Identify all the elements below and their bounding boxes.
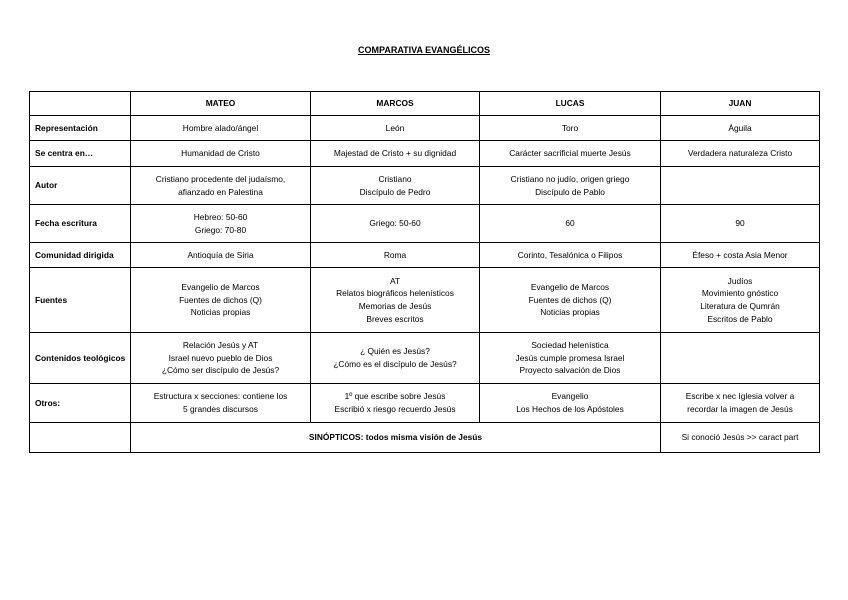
cell-line: AT (389, 275, 401, 286)
cell-line: Fuentes de dichos (Q) (528, 294, 612, 305)
cell-line: Estructura x secciones: contiene los (153, 391, 288, 402)
cell-line: León (385, 122, 405, 133)
cell-line: Águila (728, 122, 752, 133)
header-empty-cell (30, 92, 131, 116)
header-lucas: LUCAS (480, 92, 661, 116)
cell-line: Fuentes de dichos (Q) (179, 294, 262, 305)
row-label-comunidad-dirigida: Comunidad dirigida (30, 243, 131, 268)
cell-autor-lucas (480, 167, 661, 205)
cell-line: ¿Cómo es el discípulo de Jesús? (333, 359, 457, 369)
cell-line: 90 (735, 218, 745, 229)
cell-comunidad-dirigida-marcos (311, 243, 480, 268)
row-label-se-centra-en: Se centra en… (30, 141, 131, 167)
table-row-contenidos-teologicos (30, 333, 820, 384)
row-label-autor: Autor (30, 167, 131, 205)
cell-line: Cristiano procedente del judaísmo, (155, 173, 286, 184)
cell-line: Escritos de Pablo (707, 313, 773, 324)
header-marcos: MARCOS (311, 92, 480, 116)
cell-autor-mateo (131, 167, 311, 205)
cell-otros-mateo (131, 384, 311, 423)
cell-line: Cristiano no judío, origen griego (510, 173, 630, 184)
cell-line: Hombre alado/ángel (182, 122, 259, 133)
table-row-comunidad-dirigida (30, 243, 820, 268)
header-mateo: MATEO (131, 92, 311, 116)
row-label-fuentes: Fuentes (30, 268, 131, 333)
cell-line: Movimiento gnóstico (701, 288, 779, 299)
cell-line: Noticias propias (190, 307, 251, 318)
table-row-fecha-escritura (30, 205, 820, 243)
cell-fecha-escritura-juan (661, 205, 820, 243)
cell-autor-marcos (311, 167, 480, 205)
cell-otros-juan (661, 384, 820, 423)
cell-line: Evangelio de Marcos (181, 282, 260, 293)
cell-line: Discípulo de Pablo (535, 186, 605, 197)
cell-representacion-marcos (311, 116, 480, 141)
cell-fuentes-marcos (311, 268, 480, 333)
cell-line: Antioquía de Siria (187, 249, 254, 260)
cell-line: Roma (383, 249, 407, 260)
table-row-representacion (30, 116, 820, 141)
cell-representacion-lucas (480, 116, 661, 141)
header-juan: JUAN (661, 92, 820, 116)
table-row-otros (30, 384, 820, 423)
cell-line: 60 (565, 218, 575, 229)
cell-autor-juan (661, 167, 820, 205)
cell-representacion-juan (661, 116, 820, 141)
cell-line: Relación Jesús y AT (182, 340, 259, 351)
cell-line: Memorias de Jesús (358, 301, 432, 311)
footer-empty-cell (30, 423, 131, 453)
cell-line: Griego: 50-60 (369, 218, 421, 229)
cell-contenidos-teologicos-mateo (131, 333, 311, 384)
cell-line: Hebreo: 50-60 (193, 211, 248, 222)
cell-line: ¿Cómo ser discípulo de Jesús? (161, 365, 280, 376)
cell-otros-lucas (480, 384, 661, 423)
cell-line: afianzado en Palestina (178, 186, 263, 197)
cell-line: Escribió x riesgo recuerdo Jesús (334, 404, 456, 414)
row-label-contenidos-teologicos: Contenidos teológicos (30, 333, 131, 384)
cell-line: Toro (561, 122, 579, 133)
cell-line: Jesús cumple promesa Israel (515, 352, 625, 363)
cell-comunidad-dirigida-juan (661, 243, 820, 268)
cell-line: Israel nuevo pueblo de Dios (168, 352, 273, 363)
cell-fecha-escritura-mateo (131, 205, 311, 243)
cell-line: Evangelio de Marcos (530, 282, 610, 293)
table-row-autor (30, 167, 820, 205)
cell-line: Éfeso + costa Asia Menor (692, 249, 788, 260)
cell-representacion-mateo (131, 116, 311, 141)
comparison-table (29, 91, 820, 453)
cell-fecha-escritura-marcos (311, 205, 480, 243)
cell-fecha-escritura-lucas (480, 205, 661, 243)
cell-line: Corinto, Tesalónica o Filipos (517, 249, 623, 260)
row-label-otros: Otros: (30, 384, 131, 423)
cell-otros-marcos (311, 384, 480, 423)
cell-line: Sociedad helenística (531, 340, 609, 351)
cell-se-centra-en-juan (661, 141, 820, 167)
cell-line: Discípulo de Pedro (359, 186, 431, 197)
table-row-se-centra-en (30, 141, 820, 167)
cell-contenidos-teologicos-juan (661, 333, 820, 384)
cell-comunidad-dirigida-lucas (480, 243, 661, 268)
cell-contenidos-teologicos-marcos (311, 333, 480, 384)
cell-line: 1º que escribe sobre Jesús (344, 391, 446, 402)
row-label-fecha-escritura: Fecha escritura (30, 205, 131, 243)
cell-line: Literatura de Qumrán (700, 301, 780, 311)
header-row (30, 92, 820, 116)
cell-line: Breves escritos (366, 313, 424, 324)
cell-line: Escribe x nec Iglesia volver a (685, 391, 795, 402)
cell-line: Los Hechos de los Apóstoles (516, 404, 624, 414)
cell-line: ¿ Quién es Jesús? (360, 346, 430, 357)
synoptics-note: SINÓPTICOS: todos misma visión de Jesús (131, 423, 661, 453)
cell-fuentes-mateo (131, 268, 311, 333)
document-title: COMPARATIVA EVANGÉLICOS (357, 45, 490, 55)
cell-comunidad-dirigida-mateo (131, 243, 311, 268)
cell-line: recordar la imagen de Jesús (687, 404, 793, 414)
cell-line: Judíos (727, 275, 753, 286)
cell-line: Majestad de Cristo + su dignidad (333, 148, 457, 159)
cell-line: Carácter sacrificial muerte Jesús (509, 148, 631, 159)
cell-line: Proyecto salvación de Dios (519, 365, 621, 376)
cell-line: 5 grandes discursos (183, 404, 258, 414)
table-row-footer (30, 423, 820, 453)
cell-line: Noticias propias (540, 307, 600, 318)
cell-line: Verdadera naturaleza Cristo (687, 148, 793, 159)
cell-line: Humanidad de Cristo (181, 148, 260, 159)
row-label-representacion: Representación (30, 116, 131, 141)
cell-se-centra-en-lucas (480, 141, 661, 167)
cell-line: Evangelio (551, 391, 589, 402)
cell-contenidos-teologicos-lucas (480, 333, 661, 384)
cell-se-centra-en-mateo (131, 141, 311, 167)
cell-fuentes-juan (661, 268, 820, 333)
cell-line: Cristiano (378, 173, 412, 184)
table-row-fuentes (30, 268, 820, 333)
juan-note: Si conoció Jesús >> caract part (661, 423, 820, 453)
cell-line: Griego: 70-80 (194, 224, 247, 235)
cell-line: Relatos biográficos helenísticos (336, 288, 454, 299)
cell-fuentes-lucas (480, 268, 661, 333)
cell-se-centra-en-marcos (311, 141, 480, 167)
